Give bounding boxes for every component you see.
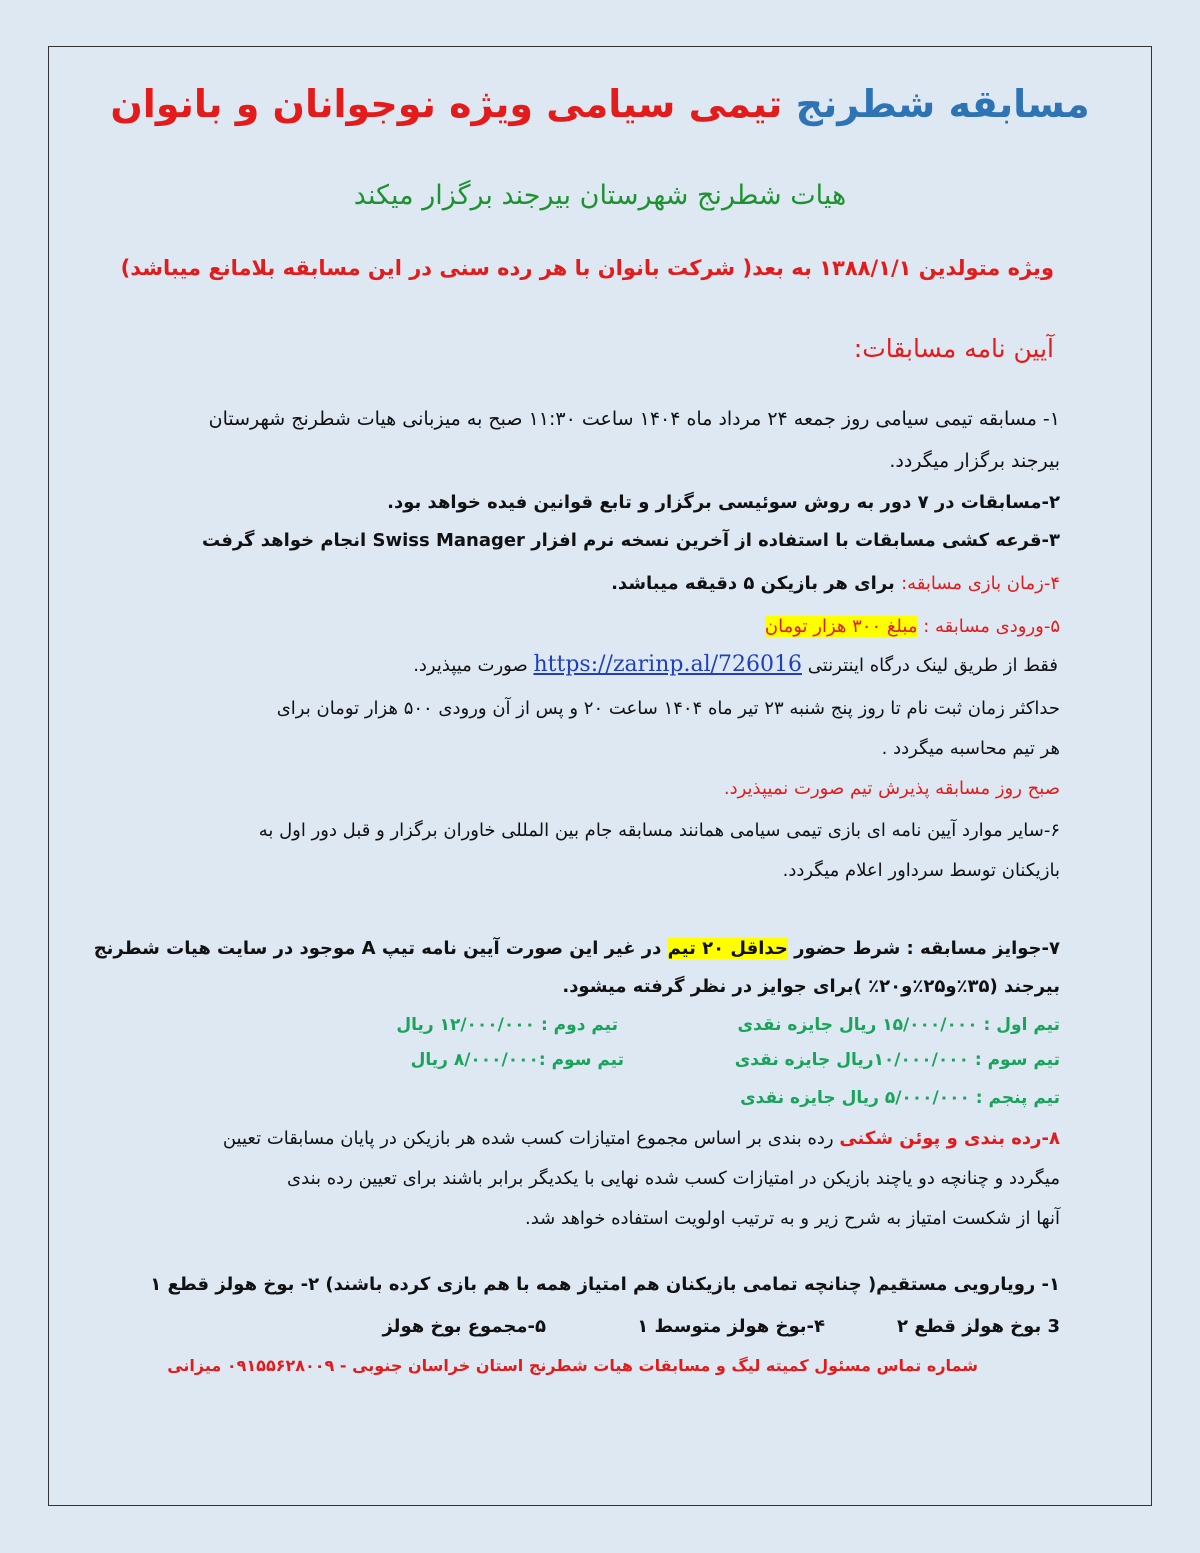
rule-5-label: ۵-ورودی مسابقه : bbox=[917, 616, 1060, 637]
rule-3 bbox=[202, 530, 1060, 551]
prize-fifth: تیم پنجم : ۵/۰۰۰/۰۰۰ ریال جایزه نقدی bbox=[740, 1088, 1060, 1108]
rule-8-line-2: میگردد و چنانچه دو یاچند بازیکن در امتیازات کسب شده نهایی با یکدیگر برابر باشند برای تعیین رده بندی bbox=[287, 1168, 1060, 1189]
rule-3-after: انجام خواهد گرفت bbox=[202, 530, 373, 551]
prize-second: تیم دوم : ۱۲/۰۰۰/۰۰۰ ریال bbox=[396, 1015, 618, 1035]
tiebreak-item-5: ۵-مجموع بوخ هولز bbox=[382, 1316, 546, 1337]
payment-line bbox=[413, 652, 1058, 677]
rule-8-label: ۸-رده بندی و پوئن شکنی bbox=[839, 1128, 1060, 1149]
payment-after: صورت میپذیرد. bbox=[413, 655, 534, 676]
deadline-line-1: حداکثر زمان ثبت نام تا روز پنج شنبه ۲۳ تیر ماه ۱۴۰۴ ساعت ۲۰ و پس از آن ورودی ۵۰۰ هزار تومان برای bbox=[276, 698, 1060, 719]
subtitle: هیات شطرنج شهرستان بیرجند برگزار میکند bbox=[353, 180, 847, 211]
contact-line: شماره تماس مسئول کمیته لیگ و مسابقات هیات شطرنج استان خراسان جنوبی - ۰۹۱۵۵۶۲۸۰۰۹ میزانی bbox=[167, 1356, 978, 1375]
rule-7-before: ۷-جوایز مسابقه : شرط حضور bbox=[787, 938, 1060, 959]
rule-4-text: برای هر بازیکن ۵ دقیقه میباشد. bbox=[611, 573, 902, 594]
deadline-line-2: هر تیم محاسبه میگردد . bbox=[881, 738, 1060, 759]
entry-fee: مبلغ ۳۰۰ هزار تومان bbox=[764, 616, 918, 637]
software-name: Swiss Manager bbox=[372, 530, 525, 551]
rule-type: A bbox=[361, 938, 376, 959]
title-part-2: تیمی سیامی ویژه نوجوانان و بانوان bbox=[110, 82, 783, 126]
tiebreak-item-4: ۴-بوخ هولز متوسط ۱ bbox=[637, 1316, 825, 1337]
rule-7-mid: در غیر این صورت آیین نامه تیپ bbox=[375, 938, 668, 959]
rule-1-line-2: بیرجند برگزار میگردد. bbox=[889, 450, 1060, 472]
prize-third-b: تیم سوم :۸/۰۰۰/۰۰۰ ریال bbox=[410, 1050, 624, 1070]
title-part-1: مسابقه شطرنج bbox=[795, 82, 1090, 126]
payment-before: فقط از طریق لینک درگاه اینترنتی bbox=[802, 655, 1058, 676]
rule-7-line-1 bbox=[94, 938, 1060, 959]
same-day-warning: صبح روز مسابقه پذیرش تیم صورت نمیپذیرد. bbox=[723, 778, 1060, 799]
tiebreak-line-1: ۱- رویارویی مستقیم( چنانچه تمامی بازیکنان هم امتیاز همه با هم بازی کرده باشند) ۲- بوخ هولز قطع ۱ bbox=[150, 1274, 1060, 1295]
rule-8-line-1-rest: رده بندی بر اساس مجموع امتیازات کسب شده هر بازیکن در پایان مسابقات تعیین bbox=[222, 1128, 840, 1149]
rule-1-line-1: ۱- مسابقه تیمی سیامی روز جمعه ۲۴ مرداد ماه ۱۴۰۴ ساعت ۱۱:۳۰ صبح به میزبانی هیات شطرنج شهرستان bbox=[208, 408, 1060, 430]
rule-6-line-1: ۶-سایر موارد آیین نامه ای بازی تیمی سیامی همانند مسابقه جام بین المللی خاوران برگزار و قبل دور اول به bbox=[258, 820, 1060, 841]
rule-7-after: موجود در سایت هیات شطرنج bbox=[93, 938, 362, 959]
rule-5 bbox=[765, 616, 1060, 637]
rule-7-line-2: بیرجند (۳۵٪و۲۵٪و۲۰٪ )برای جوایز در نظر گرفته میشود. bbox=[562, 976, 1060, 997]
rule-2: ۲-مسابقات در ۷ دور به روش سوئیسی برگزار و تابع قوانین فیده خواهد بود. bbox=[387, 492, 1060, 513]
rule-8-line-3: آنها از شکست امتیاز به شرح زیر و به ترتیب اولویت استفاده خواهد شد. bbox=[525, 1208, 1060, 1229]
rule-8-line-1 bbox=[223, 1128, 1060, 1149]
minimum-teams: حداقل ۲۰ تیم bbox=[667, 938, 788, 959]
rule-4-label: ۴-زمان بازی مسابقه: bbox=[901, 573, 1060, 594]
prize-first: تیم اول : ۱۵/۰۰۰/۰۰۰ ریال جایزه نقدی bbox=[737, 1015, 1060, 1035]
payment-link[interactable]: https://zarinp.al/726016 bbox=[533, 652, 802, 677]
special-note: ویژه متولدین ۱۳۸۸/۱/۱ به بعد( شرکت بانوان با هر رده سنی در این مسابقه بلامانع میباشد) bbox=[120, 256, 1054, 280]
page-title bbox=[0, 82, 1200, 126]
rules-heading: آیین نامه مسابقات: bbox=[853, 334, 1054, 363]
rule-6-line-2: بازیکنان توسط سرداور اعلام میگردد. bbox=[782, 860, 1060, 881]
rule-4 bbox=[611, 573, 1060, 594]
tiebreak-item-3: 3 بوخ هولز قطع ۲ bbox=[897, 1316, 1060, 1337]
rule-3-before: ۳-قرعه کشی مسابقات با استفاده از آخرین نسخه نرم افزار bbox=[524, 530, 1060, 551]
prize-third-a: تیم سوم : ۱۰/۰۰۰/۰۰۰ریال جایزه نقدی bbox=[734, 1050, 1060, 1070]
